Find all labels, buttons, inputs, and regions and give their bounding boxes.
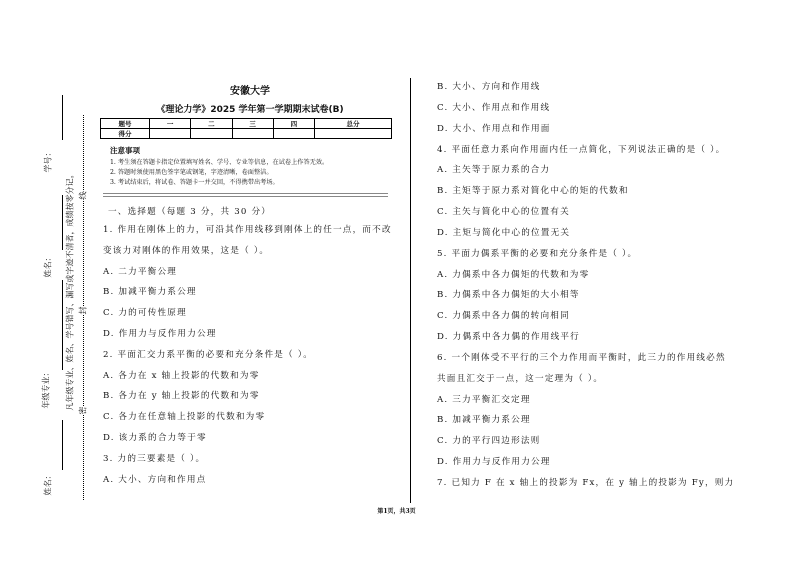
question-line: C. 主矢与简化中心的位置有关 xyxy=(437,207,570,218)
question-line: A. 各力在 x 轴上投影的代数和为零 xyxy=(103,370,260,381)
score-cell xyxy=(232,129,273,139)
school-label: 姓名： xyxy=(43,471,53,496)
question-line: 5. 平面力偶系平衡的必要和充分条件是（ ）。 xyxy=(437,248,638,259)
question-line: 7. 已知力 F 在 x 轴上的投影为 Fx，在 y 轴上的投影为 Fy，则力 xyxy=(437,477,735,488)
question-line: B. 主矩等于原力系对简化中心的矩的代数和 xyxy=(437,186,629,197)
student-id-line xyxy=(62,95,63,140)
question-line: D. 作用力与反作用力公理 xyxy=(103,329,217,339)
question-line: 共面且汇交于一点，这一定理为（ ）。 xyxy=(437,373,604,384)
question-line: C. 各力在任意轴上投影的代数和为零 xyxy=(103,412,266,423)
question-line: C. 力的平行四边形法则 xyxy=(437,436,541,447)
table-header: 二 xyxy=(191,119,232,129)
table-header: 题号 xyxy=(101,119,150,129)
score-cell xyxy=(150,129,191,139)
question-line: A. 主矢等于原力系的合力 xyxy=(437,165,551,176)
warning-text: 凡年级专业、姓名、学号错写、漏写或字迹不清者，成绩按零分记。 xyxy=(65,170,75,411)
score-cell xyxy=(191,129,232,139)
university-name: 安徽大学 xyxy=(230,86,270,97)
divider xyxy=(103,193,388,197)
question-line: A. 二力平衡公理 xyxy=(103,266,178,277)
table-header: 得分 xyxy=(101,129,150,139)
question-line: 6. 一个刚体受不平行的三个力作用而平衡时，此三力的作用线必然 xyxy=(437,352,726,363)
question-line: D. 力偶系中各力偶的作用线平行 xyxy=(437,332,580,343)
question-line: 变该力对刚体的作用效果，这是（ ）。 xyxy=(103,245,270,256)
question-line: D. 该力系的合力等于零 xyxy=(103,433,207,443)
note-item: 3. 考试结束后，将试卷、答题卡一并交回，不得携带出考场。 xyxy=(110,179,279,186)
table-header: 一 xyxy=(150,119,191,129)
table-header: 四 xyxy=(273,119,314,129)
seal-char: 密 xyxy=(78,406,88,415)
name-line xyxy=(62,195,63,250)
question-line: A. 三力平衡汇交定理 xyxy=(437,394,531,405)
question-line: D. 主矩与简化中心的位置无关 xyxy=(437,227,571,238)
table-header: 三 xyxy=(232,119,273,129)
question-line: 1. 作用在刚体上的力，可沿其作用线移到刚体上的任一点，而不改 xyxy=(103,225,392,235)
exam-title: 《理论力学》2025 学年第一学期期末试卷(B) xyxy=(156,105,344,115)
question-line: B. 加减平衡力系公理 xyxy=(103,287,197,298)
question-line: A. 力偶系中各力偶矩的代数和为零 xyxy=(437,269,590,280)
grade-major-label: 年级专业： xyxy=(41,368,51,409)
column-divider xyxy=(410,78,411,503)
question-line: B. 大小、方向和作用线 xyxy=(437,82,541,92)
question-line: B. 各力在 y 轴上投影的代数和为零 xyxy=(103,391,260,402)
score-cell xyxy=(273,129,314,139)
question-line: A. 大小、方向和作用点 xyxy=(103,474,207,485)
question-line: C. 力的可传性原理 xyxy=(103,308,187,319)
school-line xyxy=(62,420,63,470)
score-table xyxy=(100,118,392,139)
question-line: D. 大小、作用点和作用面 xyxy=(437,123,551,134)
table-header: 总分 xyxy=(315,119,392,129)
grade-line xyxy=(62,280,63,370)
seal-char: 封 xyxy=(78,306,88,315)
question-line: D. 作用力与反作用力公理 xyxy=(437,457,551,468)
section-heading: 一、选择题（每题 3 分，共 30 分） xyxy=(108,207,272,217)
note-item: 1. 考生须在答题卡指定位置填写姓名、学号、专业等信息，在试卷上作答无效。 xyxy=(110,159,329,166)
page-number: 第1页，共3页 xyxy=(377,508,416,515)
seal-char: 线 xyxy=(78,191,88,200)
question-line: B. 力偶系中各力偶矩的大小相等 xyxy=(437,290,580,301)
question-line: B. 加减平衡力系公理 xyxy=(437,415,531,426)
name-label: 姓名： xyxy=(43,253,53,278)
question-line: C. 力偶系中各力偶的转向相同 xyxy=(437,311,570,322)
notes-title: 注意事项 xyxy=(110,146,140,155)
question-line: 3. 力的三要素是（ ）。 xyxy=(103,453,206,464)
student-id-label: 学号： xyxy=(43,148,53,173)
question-line: C. 大小、作用点和作用线 xyxy=(437,102,551,113)
question-line: 2. 平面汇交力系平衡的必要和充分条件是（ ）。 xyxy=(103,349,314,360)
question-line: 4. 平面任意力系向作用面内任一点简化，下列说法正确的是（ ）。 xyxy=(437,144,726,155)
note-item: 2. 答题时须使用黑色签字笔或钢笔，字迹清晰，卷面整洁。 xyxy=(110,169,273,176)
score-cell xyxy=(315,129,392,139)
